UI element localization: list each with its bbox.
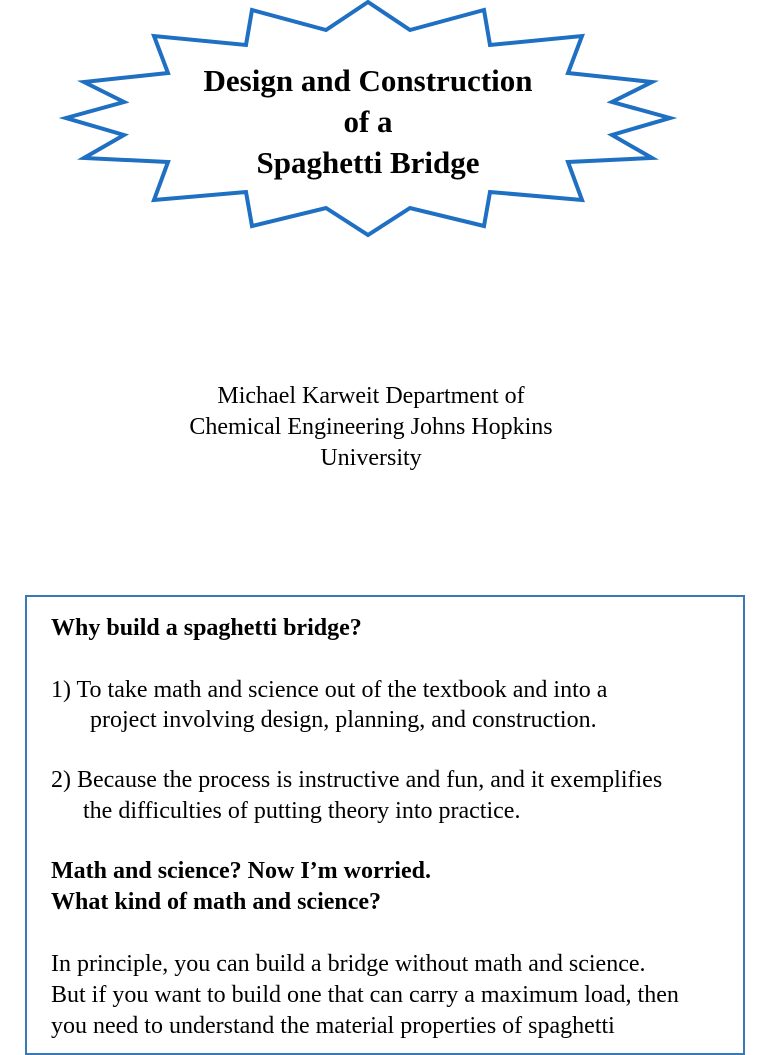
reason-1-line-2: project involving design, planning, and construction. (90, 707, 597, 733)
title-line-1: Design and Construction (203, 63, 533, 98)
intro-text-box (25, 595, 745, 1055)
paragraph-line-1: In principle, you can build a bridge without math and science. (51, 951, 646, 977)
heading-math-science-2: What kind of math and science? (51, 889, 382, 915)
reason-1-line-1: 1) To take math and science out of the textbook and into a (51, 677, 608, 703)
heading-math-science-1: Math and science? Now I’m worried. (51, 858, 431, 884)
reason-2-line-1: 2) Because the process is instructive and fun, and it exemplifies (51, 767, 663, 793)
reason-2-line-2: the difficulties of putting theory into practice. (83, 798, 521, 824)
paragraph-line-2: But if you want to build one that can carry a maximum load, then (51, 982, 679, 1008)
heading-why-build: Why build a spaghetti bridge? (51, 615, 362, 641)
document-title (168, 60, 568, 183)
author-line-3: University (320, 445, 422, 471)
author-affiliation (134, 381, 608, 474)
paragraph-line-3: you need to understand the material properties of spaghetti (51, 1013, 615, 1039)
title-line-2: of a (343, 104, 393, 139)
title-line-3: Spaghetti Bridge (256, 145, 480, 180)
author-line-1: Michael Karweit Department of (217, 383, 525, 409)
author-line-2: Chemical Engineering Johns Hopkins (189, 414, 553, 440)
